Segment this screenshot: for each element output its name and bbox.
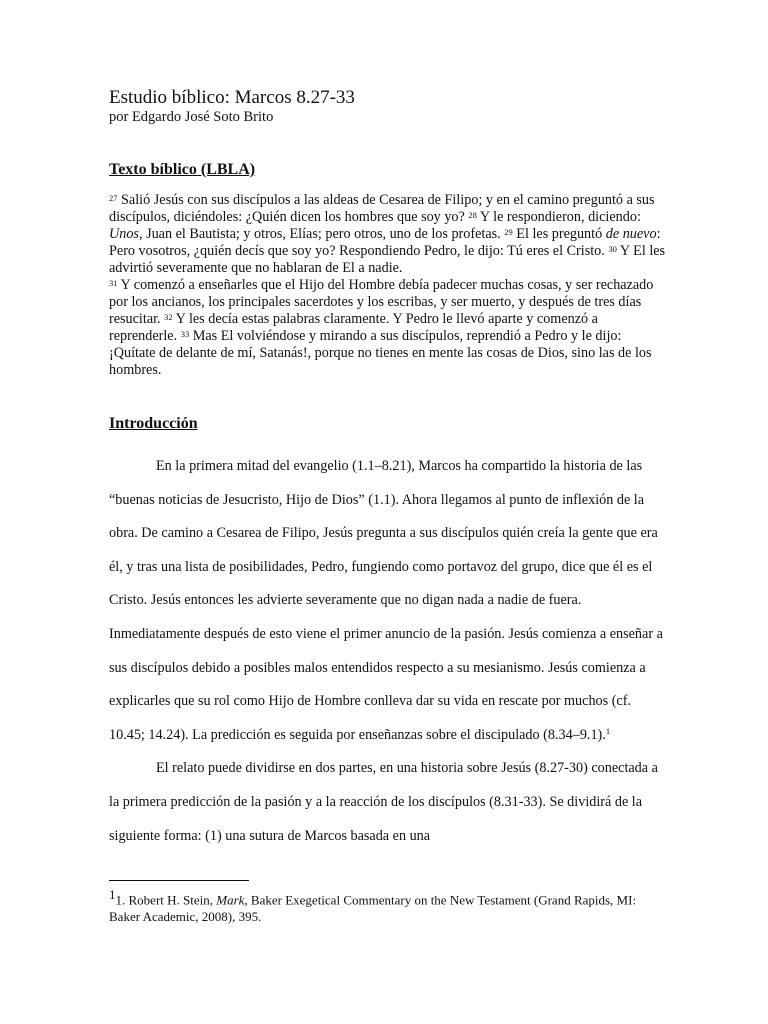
intro-paragraph-text: En la primera mitad del evangelio (1.1–8.21), Marcos ha compartido la historia de las “buenas noticias de Jesucristo, Hijo de Dios” (1.1). Ahora llegamos al punto de inflexión de la obra. De camino a Cesarea de Filipo, Jesús pregunta a sus discípulos quién creía la gente que era él, y tras una lista de posibilidades, Pedro, fungiendo como portavoz del grupo, dice que él es el Cristo. Jesús entonces les advierte severamente que no digan nada a nadie de fuera. Inmediatamente después de esto viene el primer anuncio de la pasión. Jesús comienza a enseñar a sus discípulos debido a posibles malos entendidos respecto a su mesianismo. Jesús comienza a explicarles que su rol como Hijo de Hombre conlleva dar su vida en rescate por muchos (cf. 10.45; 14.24). La predicción es seguida por enseñanzas sobre el discipulado (8.34–9.1). <box>109 458 663 743</box>
verse-italic-text: Unos <box>109 226 139 242</box>
section-heading-introduction: Introducción <box>109 415 198 432</box>
footnote-number: 1 <box>109 887 116 902</box>
verse-italic-text: de nuevo <box>605 226 657 242</box>
section-heading-scripture: Texto bíblico (LBLA) <box>109 161 256 178</box>
verse-text: Y comenzó a enseñarles que el Hijo del Hombre debía padecer muchas cosas, y ser rechazado por los ancianos, los principales sacerdotes y los escribas, y ser muerto, y después de tres días resucitar. <box>109 277 654 327</box>
verse-number: 33 <box>180 329 190 339</box>
verse-text: Mas El volviéndose y mirando a sus discípulos, reprendió a Pedro y le dijo: ¡Quítate de delante de mí, Satanás!, porque no tienes en mente las cosas de Dios, sino las de los hombres. <box>109 328 652 378</box>
footnote-text: , Baker Exegetical Commentary on the New Testament (Grand Rapids, MI: Baker Academic, 2008), 395. <box>109 892 637 925</box>
verse-number: 30 <box>608 244 617 254</box>
verse-text: Y le respondieron, diciendo: <box>476 209 641 225</box>
verse-text: , Juan el Bautista; y otros, Elías; pero otros, uno de los profetas. <box>138 226 505 242</box>
verse-text: Salió Jesús con sus discípulos a las aldeas de Cesarea de Filipo; y en el camino preguntó a sus discípulos, diciéndoles: ¿Quién dicen los hombres que soy yo? <box>109 192 655 225</box>
introduction-body <box>109 450 669 853</box>
document-title: Estudio bíblico: Marcos 8.27-33 <box>109 87 355 108</box>
document-author: por Edgardo José Soto Brito <box>109 109 274 125</box>
intro-paragraph <box>109 752 669 853</box>
footnote-text: 1. Robert H. Stein, <box>115 892 217 908</box>
verse-text: : Pero vosotros, ¿quién decís que soy yo? Respondiendo Pedro, le dijo: Tú eres el Cristo. <box>109 226 661 259</box>
scripture-paragraph <box>109 192 669 277</box>
verse-number: 29 <box>504 227 513 237</box>
verse-number: 27 <box>109 193 118 203</box>
verse-text: Y El les advirtió severamente que no hablaran de El a nadie. <box>109 243 666 276</box>
footnote-italic-title: Mark <box>216 892 245 908</box>
scripture-passage <box>109 192 669 379</box>
footnote <box>109 886 669 925</box>
verse-number: 31 <box>109 278 118 288</box>
scripture-paragraph <box>109 277 669 379</box>
verse-text: Y les decía estas palabras claramente. Y Pedro le llevó aparte y comenzó a reprenderle. <box>109 311 598 344</box>
intro-paragraph-text: El relato puede dividirse en dos partes, en una historia sobre Jesús (8.27-30) conectada a la primera predicción de la pasión y a la reacción de los discípulos (8.31-33). Se dividirá de la siguiente forma: (1) una sutura de Marcos basada en una <box>109 760 658 844</box>
footnote-separator <box>109 880 249 881</box>
verse-number: 32 <box>164 312 173 322</box>
footnote-reference[interactable]: 1 <box>605 725 611 736</box>
intro-paragraph <box>109 450 669 752</box>
verse-text: El les preguntó <box>512 226 606 242</box>
verse-number: 28 <box>468 210 477 220</box>
